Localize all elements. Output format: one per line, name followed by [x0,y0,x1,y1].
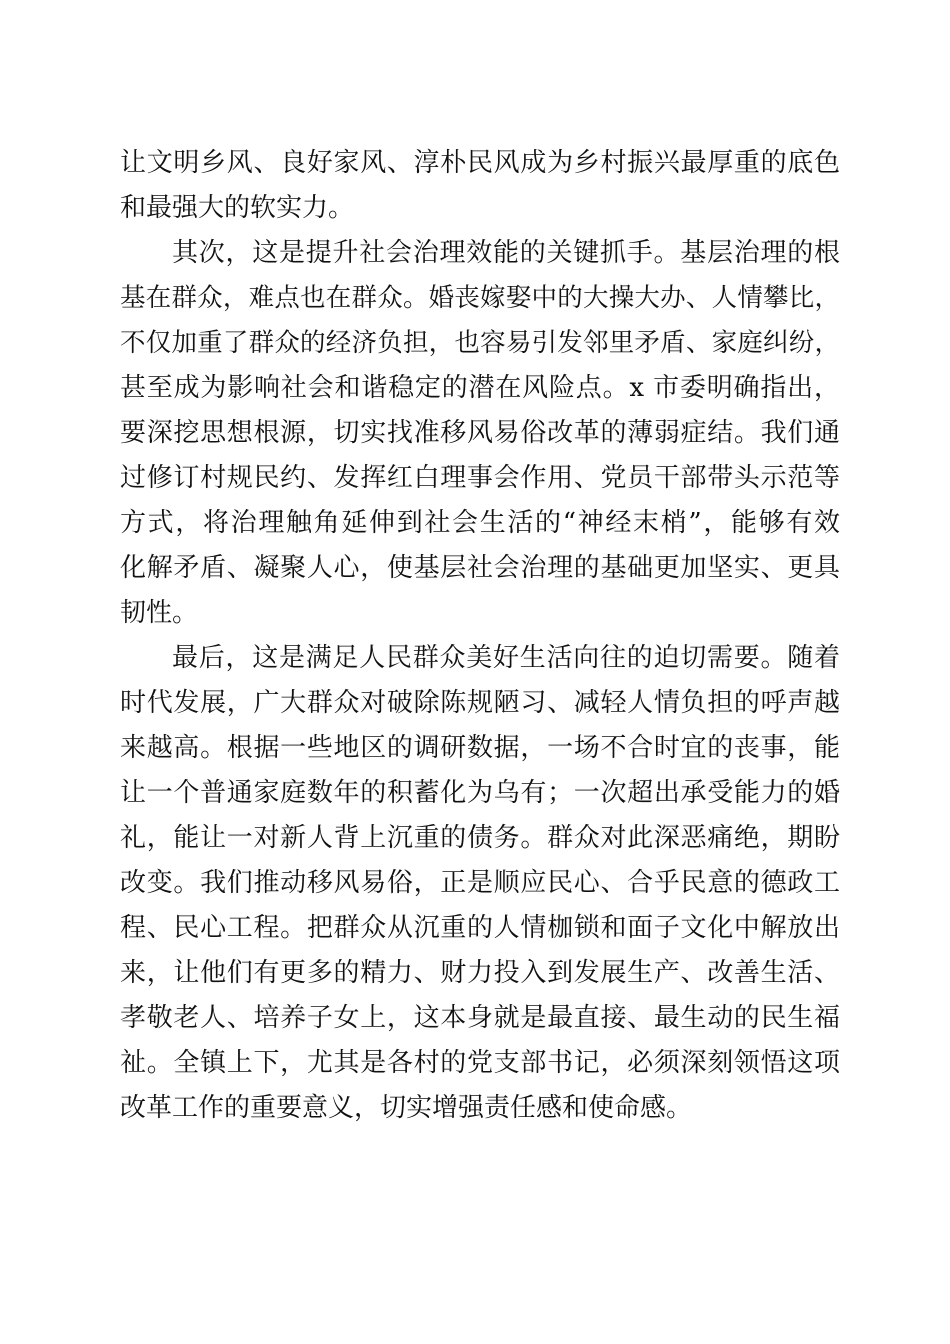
text-line: 韧性。 [120,598,199,628]
text-line: 其次，这是提升社会治理效能的关键抓手。基层治理的根 [172,238,840,268]
text-line: 方式，将治理触角延伸到社会生活的“神经末梢”，能够有效 [120,508,840,538]
text-line: 过修订村规民约、发挥红白理事会作用、党员干部带头示范等 [120,463,840,493]
text-line: 程、民心工程。把群众从沉重的人情枷锁和面子文化中解放出 [120,913,840,943]
text-line: 祉。全镇上下，尤其是各村的党支部书记，必须深刻领悟这项 [120,1048,840,1078]
text-line: 改变。我们推动移风易俗，正是顺应民心、合乎民意的德政工 [120,868,840,898]
text-line: 改革工作的重要意义，切实增强责任感和使命感。 [120,1093,693,1123]
text-line: 让一个普通家庭数年的积蓄化为乌有；一次超出承受能力的婚 [120,778,840,808]
text-line: 化解矛盾、凝聚人心，使基层社会治理的基础更加坚实、更具 [120,553,840,583]
text-line: 和最强大的软实力。 [120,193,355,223]
text-line: 孝敬老人、培养子女上，这本身就是最直接、最生动的民生福 [120,1003,840,1033]
text-line: 要深挖思想根源，切实找准移风易俗改革的薄弱症结。我们通 [120,418,840,448]
text-line: 最后，这是满足人民群众美好生活向往的迫切需要。随着 [172,643,840,673]
text-line: 让文明乡风、良好家风、淳朴民风成为乡村振兴最厚重的底色 [120,148,840,178]
text-line: 礼，能让一对新人背上沉重的债务。群众对此深恶痛绝，期盼 [120,823,840,853]
text-line: 时代发展，广大群众对破除陈规陋习、减轻人情负担的呼声越 [120,688,840,718]
text-line: 基在群众，难点也在群众。婚丧嫁娶中的大操大办、人情攀比， [120,283,840,313]
text-line: 不仅加重了群众的经济负担，也容易引发邻里矛盾、家庭纠纷， [120,328,840,358]
text-line: 来越高。根据一些地区的调研数据，一场不合时宜的丧事，能 [120,733,840,763]
text-line: 来，让他们有更多的精力、财力投入到发展生产、改善生活、 [120,958,840,988]
text-line: 甚至成为影响社会和谐稳定的潜在风险点。x 市委明确指出， [120,373,840,403]
